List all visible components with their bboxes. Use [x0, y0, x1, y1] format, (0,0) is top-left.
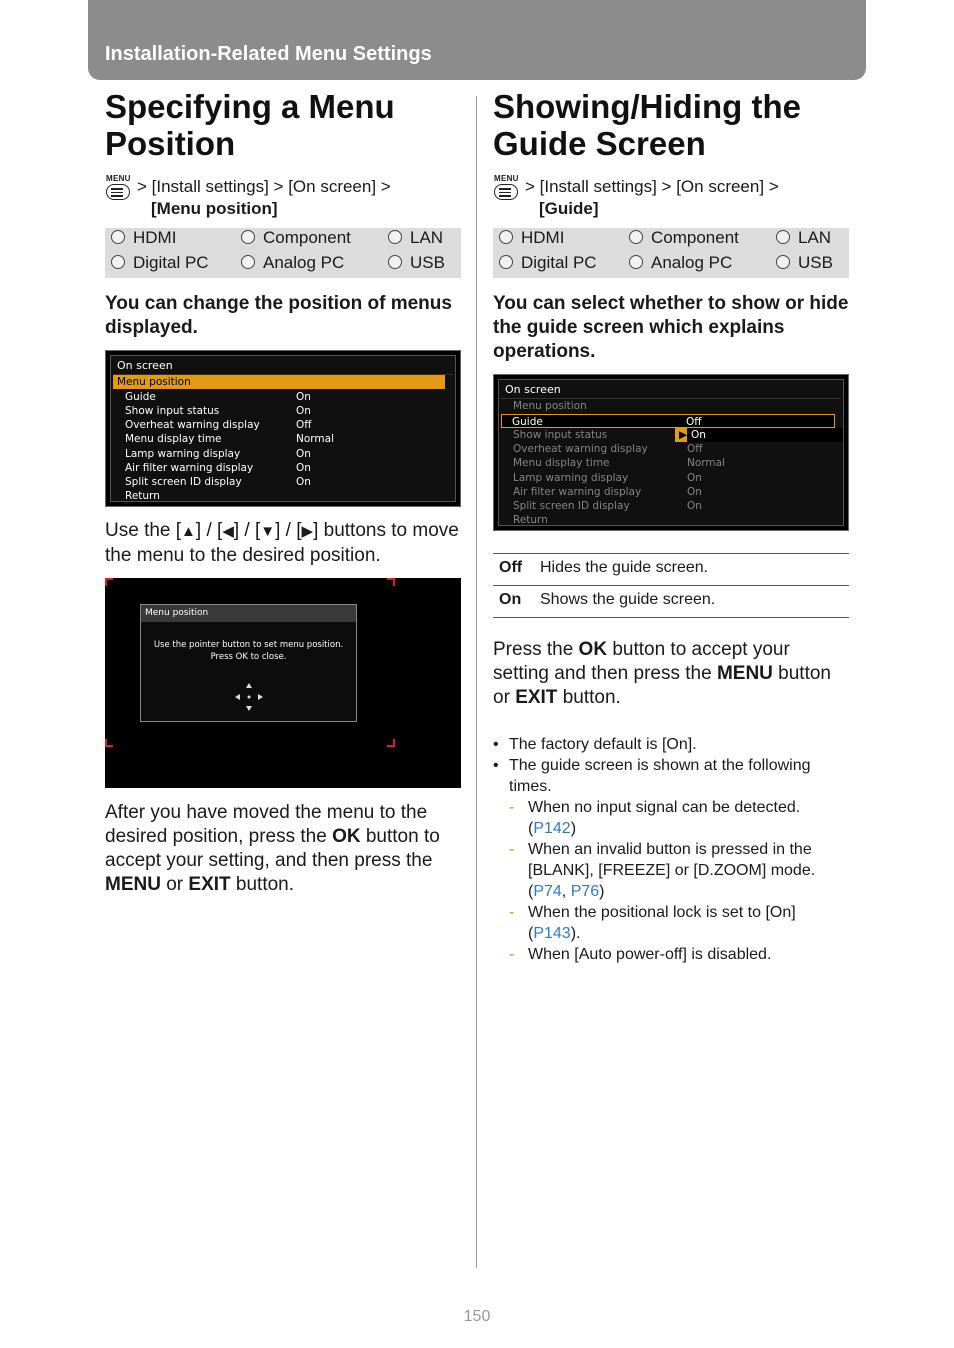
- header-bar: [88, 0, 866, 80]
- osd-row-overheat-warning: Overheat warning display Off: [125, 419, 312, 431]
- position-dialog-text2: Press OK to close.: [210, 652, 287, 662]
- osd-title: On screen: [505, 383, 561, 396]
- radio-icon: [111, 230, 125, 244]
- osd-title: On screen: [117, 359, 173, 372]
- menu-button-icon: MENU: [105, 175, 131, 201]
- menu-position-screenshot: [105, 578, 461, 788]
- radio-icon: [241, 230, 255, 244]
- option-definitions: [493, 553, 849, 618]
- osd-row-overheat-warning: Overheat warning display Off: [513, 443, 703, 455]
- note-subitem: - When an invalid button is pressed in the [BLANK], [FREEZE] or [D.ZOOM] mode. (P74, P76): [493, 839, 849, 902]
- left-column: [105, 88, 461, 897]
- input-usb: USB: [388, 253, 445, 273]
- right-lead: You can select whether to show or hide the guide screen which explains operations.: [493, 293, 849, 362]
- input-component: Component: [241, 228, 351, 248]
- radio-icon: [629, 255, 643, 269]
- press-ok-instruction: Press the OK button to accept your setting and then press the MENU button or EXIT button.: [493, 639, 831, 708]
- osd-row-air-filter-warning: Air filter warning display On: [125, 462, 311, 474]
- position-dialog-title: Menu position: [141, 605, 356, 622]
- option-off: Off Hides the guide screen.: [493, 554, 849, 586]
- page-link-p76[interactable]: P76: [570, 883, 600, 900]
- osd-row-air-filter-warning: Air filter warning display On: [513, 486, 702, 498]
- osd-row-guide: Guide On: [125, 391, 311, 403]
- corner-marker: [105, 739, 113, 747]
- menu-path: [105, 176, 461, 224]
- on-screen-menu-screenshot: [105, 350, 461, 507]
- input-usb: USB: [776, 253, 833, 273]
- osd-row-split-screen-id: Split screen ID display On: [125, 476, 311, 488]
- osd-row-split-screen-id: Split screen ID display On: [513, 500, 702, 512]
- input-digital-pc: Digital PC: [111, 253, 209, 273]
- pointer-triangle-icon: ▶: [679, 429, 688, 441]
- guide-option-on-selected[interactable]: ▶ On: [675, 428, 843, 442]
- input-component: Component: [629, 228, 739, 248]
- osd-row-menu-display-time: Menu display time Normal: [125, 433, 334, 445]
- note-subitem: - When no input signal can be detected. (P142): [493, 797, 849, 839]
- osd-row-return: Return: [513, 514, 548, 526]
- move-instruction: Use the [▲] / [◀] / [▼] / [▶] buttons to move the menu to the desired position.: [105, 520, 459, 566]
- menu-path-line1: > [Install settings] > [On screen] >: [137, 177, 391, 196]
- option-on: On Shows the guide screen.: [493, 586, 849, 618]
- direction-pad-icon: [233, 681, 265, 713]
- menu-button-icon: MENU: [493, 175, 519, 201]
- position-dialog-text1: Use the pointer button to set menu position.: [153, 640, 344, 650]
- notes-list: [493, 734, 849, 965]
- radio-icon: [776, 255, 790, 269]
- input-lan: LAN: [388, 228, 443, 248]
- radio-icon: [629, 230, 643, 244]
- corner-marker: [387, 578, 395, 586]
- osd-row-menu-position: Menu position: [113, 375, 445, 389]
- right-arrow-icon: ▶: [301, 523, 314, 540]
- page-link-p143[interactable]: P143: [533, 925, 571, 942]
- header-title: Installation-Related Menu Settings: [105, 43, 432, 65]
- corner-marker: [105, 578, 113, 586]
- input-applicability: [105, 228, 461, 278]
- osd-row-lamp-warning: Lamp warning display On: [125, 448, 311, 460]
- left-arrow-icon: ◀: [222, 523, 234, 540]
- osd-row-lamp-warning: Lamp warning display On: [513, 472, 702, 484]
- osd-row-show-input-status: Show input status On: [125, 405, 311, 417]
- left-lead: You can change the position of menus displayed.: [105, 293, 452, 338]
- osd-row-guide: Guide Off: [501, 414, 835, 428]
- radio-icon: [111, 255, 125, 269]
- right-heading: Showing/Hiding the Guide Screen: [493, 88, 801, 162]
- input-hdmi: HDMI: [111, 228, 176, 248]
- menu-path: [493, 176, 849, 224]
- guide-setting-screenshot: [493, 374, 849, 531]
- page-number: 150: [463, 1308, 491, 1325]
- osd-row-menu-display-time: Menu display time Normal: [513, 457, 725, 469]
- page-link-p142[interactable]: P142: [533, 820, 571, 837]
- input-hdmi: HDMI: [499, 228, 564, 248]
- after-move-instruction: After you have moved the menu to the desired position, press the OK button to accept your setting, and then press the MENU or EXIT button.: [105, 802, 440, 895]
- column-divider: [476, 96, 477, 1268]
- up-arrow-icon: ▲: [181, 523, 196, 540]
- note-subitem: - When [Auto power-off] is disabled.: [493, 944, 849, 965]
- page-link-p74[interactable]: P74: [533, 883, 562, 900]
- radio-icon: [776, 230, 790, 244]
- osd-row-menu-position: Menu position: [513, 400, 587, 412]
- input-digital-pc: Digital PC: [499, 253, 597, 273]
- input-analog-pc: Analog PC: [629, 253, 732, 273]
- menu-path-target: [Menu position]: [151, 199, 278, 218]
- menu-path-line1: > [Install settings] > [On screen] >: [525, 177, 779, 196]
- note-subitem: - When the positional lock is set to [On] (P143).: [493, 902, 849, 944]
- radio-icon: [499, 255, 513, 269]
- down-arrow-icon: ▼: [260, 523, 276, 540]
- left-heading: Specifying a Menu Position: [105, 88, 395, 162]
- position-dialog: [140, 604, 357, 722]
- radio-icon: [388, 230, 402, 244]
- osd-row-show-input-status: Show input status: [513, 429, 608, 441]
- input-applicability: [493, 228, 849, 278]
- input-lan: LAN: [776, 228, 831, 248]
- input-analog-pc: Analog PC: [241, 253, 344, 273]
- osd-row-return: Return: [125, 490, 160, 502]
- corner-marker: [387, 739, 395, 747]
- note-item: • The factory default is [On].: [493, 734, 849, 755]
- radio-icon: [241, 255, 255, 269]
- right-column: [493, 88, 849, 965]
- menu-path-target: [Guide]: [539, 199, 599, 218]
- radio-icon: [388, 255, 402, 269]
- radio-icon: [499, 230, 513, 244]
- note-item: • The guide screen is shown at the following times.: [493, 755, 849, 797]
